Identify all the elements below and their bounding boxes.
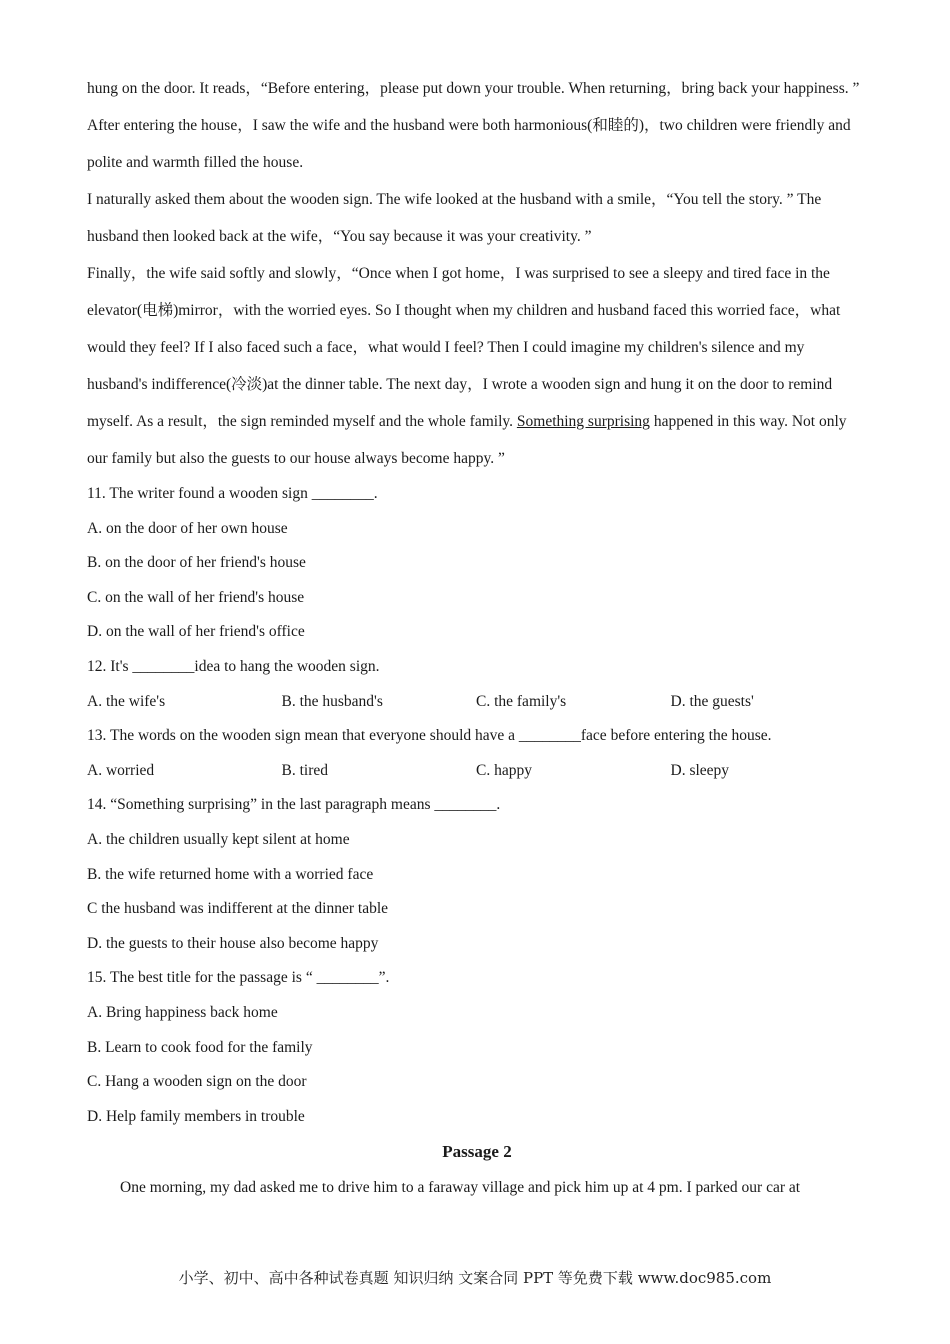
option-b: B. the husband's (281, 692, 383, 710)
paragraph-3: I naturally asked them about the wooden sign. The wife looked at the husband with a smile，“You tell the story. ” The husband then looked back at the wife，“You say because it was your creativity. ” (87, 191, 822, 245)
passage-2-opening: One morning, my dad asked me to drive him to a faraway village and pick him up at 4 pm. I parked our car at (120, 1179, 801, 1197)
passage-1-text (87, 70, 867, 477)
paragraph-4-part-2: happened in this way. Not only our family but also the guests to our house always become happy. ” (87, 413, 847, 467)
question-stem: 13. The words on the wooden sign mean that everyone should have a ________face before entering the house. (87, 727, 772, 745)
option-row (87, 754, 867, 789)
option-c: C. on the wall of her friend's house (87, 588, 305, 606)
option-c: C. the family's (476, 692, 567, 710)
footer-text: 小学、初中、高中各种试卷真题 知识归纳 文案合同 PPT 等免费下载 www.doc985.com (178, 1269, 772, 1287)
option-d: D. on the wall of her friend's office (87, 623, 305, 641)
question-14 (87, 788, 867, 961)
option-d: D. the guests' (670, 692, 754, 710)
question-stem: 14. “Something surprising” in the last paragraph means ________. (87, 796, 501, 814)
option-b: B. on the door of her friend's house (87, 554, 306, 572)
passage-2-title: Passage 2 (442, 1142, 512, 1162)
option-b: B. the wife returned home with a worried face (87, 865, 374, 883)
paragraph-4 (87, 255, 867, 477)
option-d: D. sleepy (670, 761, 730, 779)
paragraph-2: After entering the house，I saw the wife and the husband were both harmonious(和睦的)，two children were friendly and polite and warmth filled the house. (87, 117, 851, 171)
option-a: A. the wife's (87, 692, 166, 710)
option-row (87, 685, 867, 720)
option-a: A. on the door of her own house (87, 519, 288, 537)
option-b: B. Learn to cook food for the family (87, 1038, 313, 1056)
option-b: B. tired (281, 761, 328, 779)
question-12 (87, 650, 867, 719)
question-stem: 11. The writer found a wooden sign ________. (87, 485, 378, 502)
question-stem: 15. The best title for the passage is “ ________”. (87, 969, 390, 987)
option-c: C. happy (476, 761, 532, 779)
option-c: C. Hang a wooden sign on the door (87, 1073, 307, 1091)
option-a: A. the children usually kept silent at home (87, 830, 350, 848)
question-stem: 12. It's ________idea to hang the wooden sign. (87, 657, 380, 675)
option-a: A. worried (87, 761, 155, 779)
option-a: A. Bring happiness back home (87, 1003, 278, 1021)
option-d: D. the guests to their house also become happy (87, 934, 379, 952)
option-d: D. Help family members in trouble (87, 1107, 305, 1125)
question-15 (87, 961, 867, 1134)
paragraph-4-part-1: Finally，the wife said softly and slowly，“Once when I got home，I was surprised to see a sleepy and tired face in the elevator(电梯)mirror，with the worried eyes. So I thought when my children and husband faced this worried face，what would they feel? If I also faced such a face，what would I feel? Then I could imagine my children's silence and my husband's indifference(冷淡)at the dinner table. The next day，I wrote a wooden sign and hung it on the door to remind myself. As a result，the sign reminded myself and the whole family. (87, 265, 841, 430)
document-page (87, 70, 867, 1206)
question-11 (87, 477, 867, 650)
question-13 (87, 719, 867, 788)
paragraph-1: hung on the door. It reads，“Before entering，please put down your trouble. When returning，bring back your happiness. ” (87, 80, 860, 97)
option-c: C the husband was indifferent at the dinner table (87, 900, 389, 918)
underlined-phrase: Something surprising (516, 413, 650, 430)
